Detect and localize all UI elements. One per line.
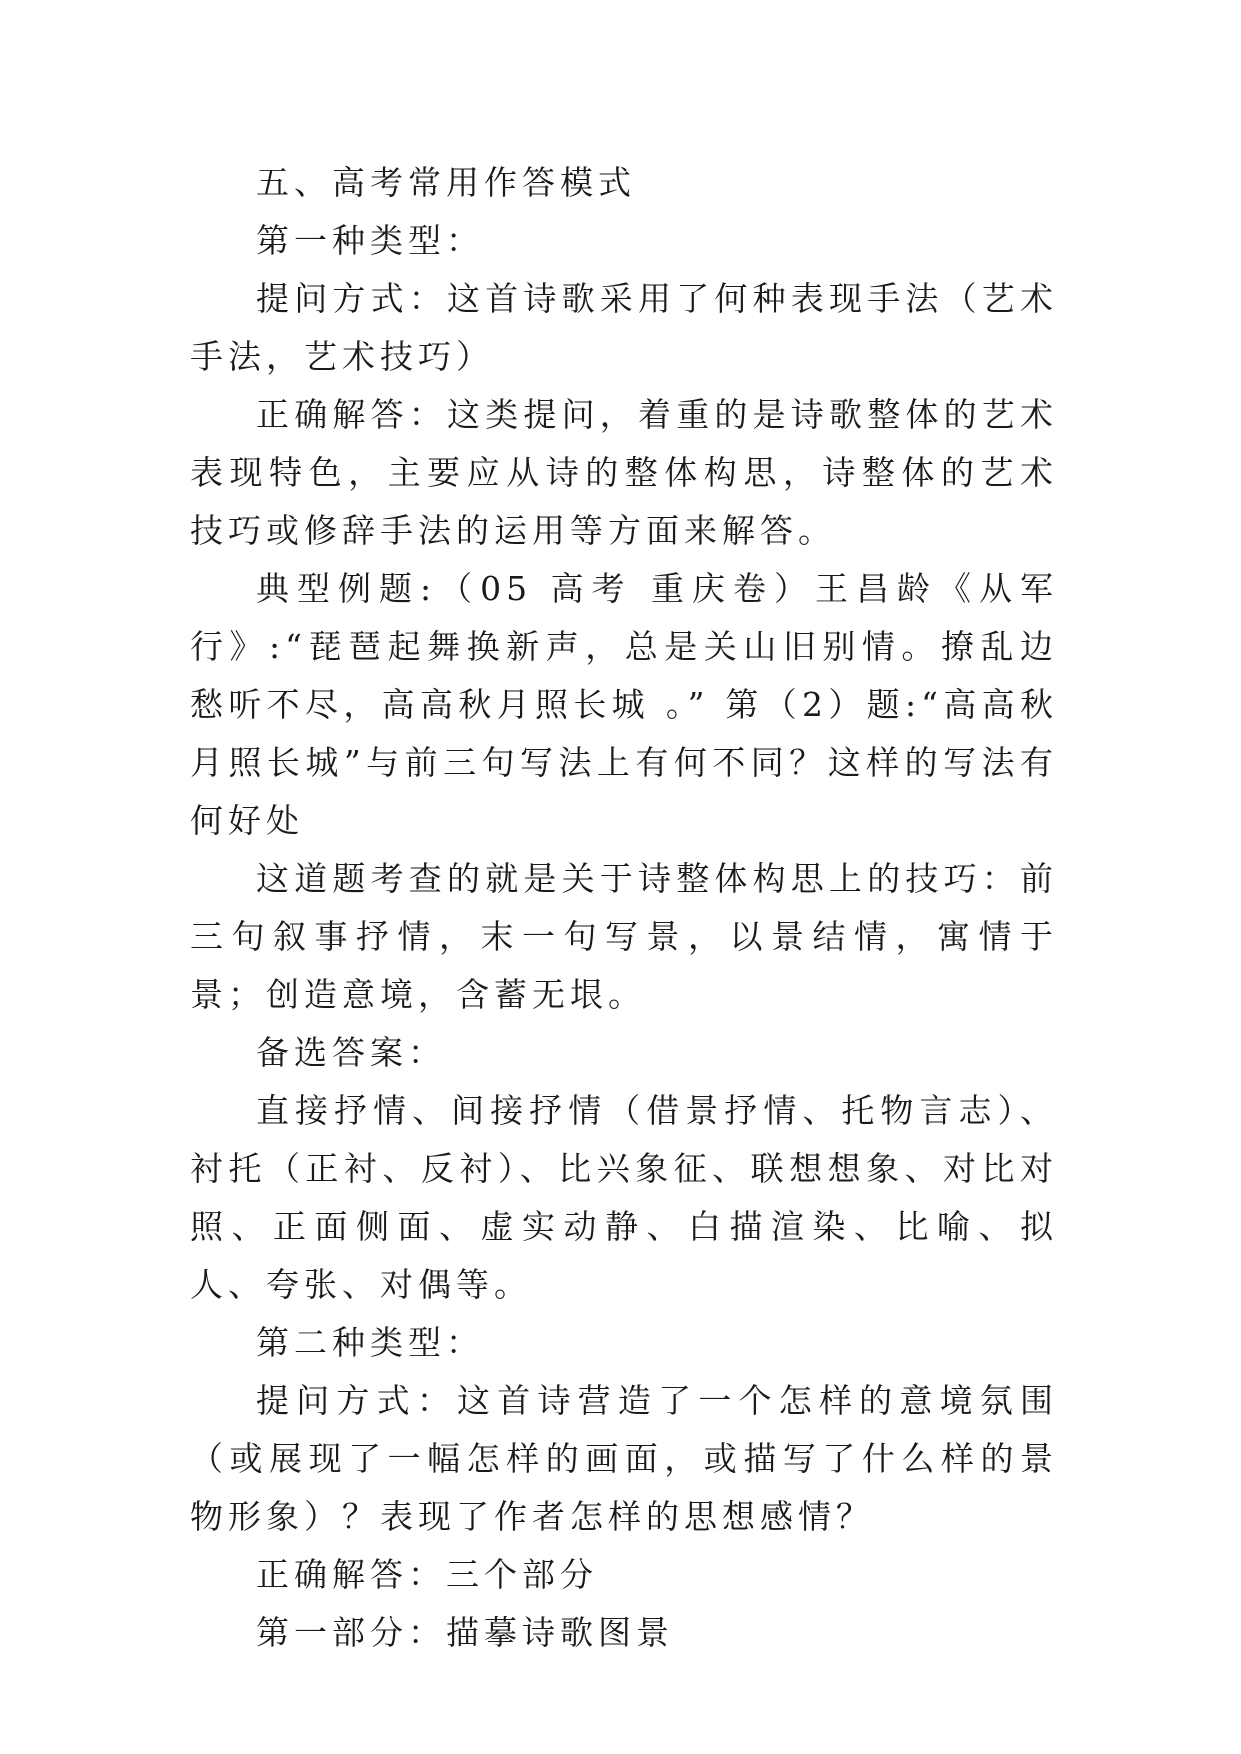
document-body — [190, 154, 1058, 1662]
correct-answer-paragraph-2: 正确解答：三个部分 — [256, 1555, 598, 1594]
analysis-paragraph: 这道题考查的就是关于诗整体构思上的技巧：前三句叙事抒情，末一句写景，以景结情，寓情于景；创造意境，含蓄无垠。 — [190, 859, 1058, 1014]
techniques-list-paragraph: 直接抒情、间接抒情（借景抒情、托物言志）、衬托（正衬、反衬）、比兴象征、联想想象、对比对照、正面侧面、虚实动静、白描渲染、比喻、拟人、夸张、对偶等。 — [190, 1091, 1058, 1304]
type-one-heading: 第一种类型： — [256, 221, 484, 260]
section-heading: 五、高考常用作答模式 — [256, 163, 636, 202]
example-question-paragraph: 典型例题:（05 高考 重庆卷）王昌龄《从军行》:“琵琶起舞换新声，总是关山旧别情。撩乱边愁听不尽，高高秋月照长城 。” 第（2）题:“高高秋月照长城”与前三句写法上有何不同？这样的写法有何好处 — [190, 569, 1058, 840]
part-one-paragraph: 第一部分：描摹诗歌图景 — [256, 1613, 674, 1652]
type-two-heading: 第二种类型： — [256, 1323, 484, 1362]
question-format-paragraph-2: 提问方式：这首诗营造了一个怎样的意境氛围（或展现了一幅怎样的画面，或描写了什么样的景物形象）？表现了作者怎样的思想感情？ — [190, 1381, 1058, 1536]
correct-answer-paragraph: 正确解答：这类提问，着重的是诗歌整体的艺术表现特色，主要应从诗的整体构思，诗整体的艺术技巧或修辞手法的运用等方面来解答。 — [190, 395, 1058, 550]
question-format-paragraph: 提问方式：这首诗歌采用了何种表现手法（艺术手法，艺术技巧） — [190, 279, 1058, 376]
alternative-answers-heading: 备选答案： — [256, 1033, 446, 1072]
